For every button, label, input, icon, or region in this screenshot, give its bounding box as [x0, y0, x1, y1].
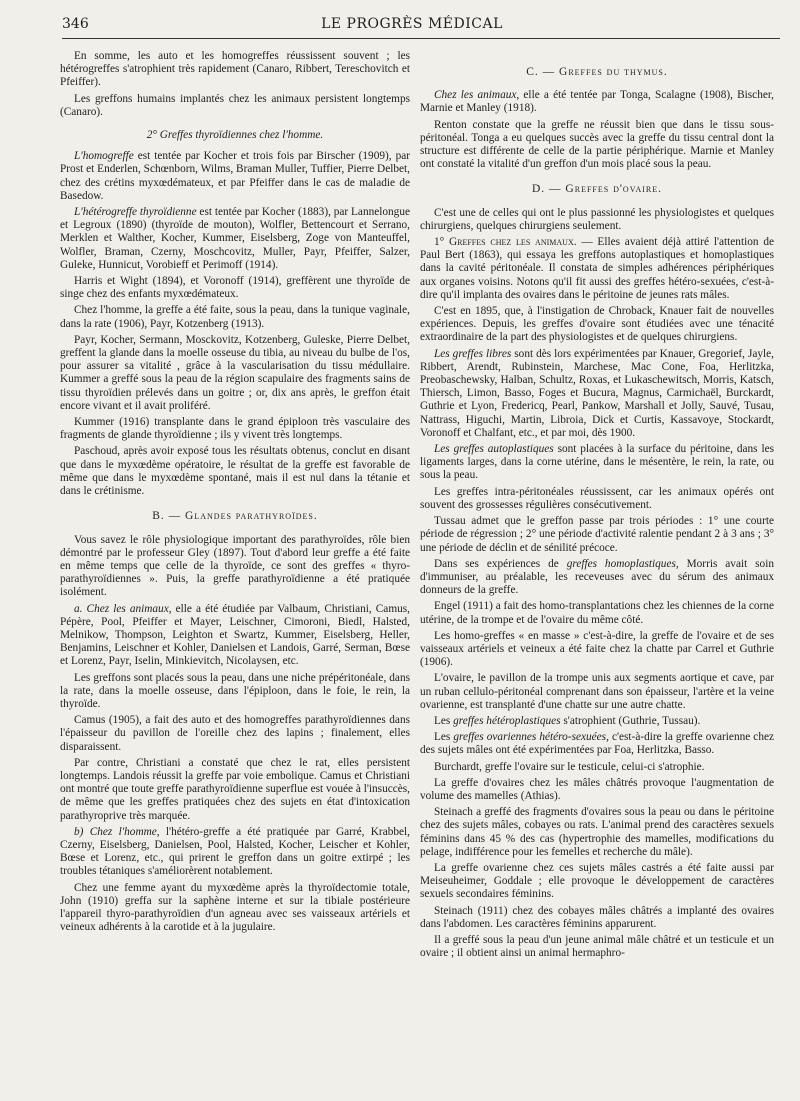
paragraph-text: Morris avait soin d'immuniser, au préalable, les receveuses avec du sérum des animaux donneurs de la greffe.	[420, 557, 774, 597]
paragraph	[420, 443, 774, 483]
paragraph-text: est tentée par Kocher (1883), par Lannelongue et Legroux (1890) (thyroïde de mouton), Wolfler, Bettencourt et Serrano, Merklen et Walther, Kocher, Kummer, Eiselsberg, Zoge von Manteuffel, Wolfler, Braman, Czerny, Moschcovitz, Muller, Payr, Pfeiffer, Salzer, Guleke, Hunnicut, Vorobieff et Perimoff (1914).	[60, 206, 410, 271]
paragraph: Camus (1905), a fait des auto et des homogreffes parathyroïdiennes dans l'épaisseur du pavillon de l'oreille chez des lapins ; finalement, elles disparaissent.	[60, 714, 410, 753]
paragraph: L'ovaire, le pavillon de la trompe unis aux segments aortique et cave, par un ruban cellulo-péritonéal comprenant dans son épaisseur, l'artère et la veine ovarienne, est transplanté d'une chatte sur une autre chatte.	[420, 672, 774, 711]
paragraph	[420, 89, 774, 115]
section-heading: D. — Greffes d'ovaire.	[532, 183, 662, 196]
lead-term: Les greffes autoplastiques	[434, 443, 554, 456]
lead-term: 1° Greffes chez les animaux.	[434, 236, 577, 249]
section-subheading: 2° Greffes thyroïdiennes chez l'homme.	[146, 129, 324, 142]
paragraph: Les greffes intra-péritonéales réussissent, car les animaux opérés ont souvent des grossesses régulières consécutivement.	[420, 485, 774, 511]
paragraph-text: l'hétéro-greffe a été pratiquée par Garré, Krabbel, Czerny, Eiselsberg, Danielsen, Pool, Halsted, Kocher, Leischer et Kohler, Bœse et Lorenz, etc., qui prirent le greffon dans un goitre extirpé ; les troubles tétaniques s'améliorèrent notablement.	[60, 825, 410, 878]
paragraph	[420, 348, 774, 440]
paragraph	[420, 731, 774, 757]
paragraph-text: elle a été étudiée par Valbaum, Christiani, Camus, Pépère, Pool, Pfeiffer et Mayer, Leischner, Cimoroni, Biedl, Halsted, Melnikow, Thompson, Leighton et Swartz, Kummer, Eiselsberg, Heller, Benjamins, Leischner et Kohler, Danielsen et Landois, Garré, Serman, Bœse et Lorenz, Payr, Iselin, Minkievitch, Nicolaysen, etc.	[60, 602, 410, 668]
page-header	[62, 14, 762, 38]
paragraph: Burchardt, greffe l'ovaire sur le testicule, celui-ci s'atrophie.	[434, 760, 705, 773]
section-heading: B. — Glandes parathyroïdes.	[152, 510, 318, 523]
paragraph-text: Dans ses expériences de	[434, 557, 567, 570]
header-rule	[62, 38, 780, 39]
paragraph: C'est une de celles qui ont le plus passionné les physiologistes et quelques chirurgiens, quelques chirurgiens seulement.	[420, 206, 774, 232]
lead-term: a. Chez les animaux,	[74, 602, 172, 615]
paragraph: Les greffons humains implantés chez les animaux persistent longtemps (Canaro).	[60, 92, 410, 118]
paragraph: Harris et Wight (1894), et Voronoff (1914), greffèrent une thyroïde de singe chez des enfants myxœdémateux.	[60, 275, 410, 301]
lead-term: Chez les animaux,	[434, 89, 520, 102]
lead-term: b) Chez l'homme,	[74, 825, 160, 838]
paragraph: Steinach (1911) chez des cobayes mâles châtrés a implanté des ovaires dans l'abdomen. Les caractères féminins apparurent.	[420, 904, 774, 930]
paragraph: Chez l'homme, la greffe a été faite, sous la peau, dans la tunique vaginale, dans la rate (1906), Payr, Kotzenberg (1913).	[60, 304, 410, 330]
paragraph-text: elle a été tentée par Tonga, Scalagne (1908), Bischer, Marnie et Manley (1918).	[420, 89, 774, 115]
paragraph-text: Les	[434, 731, 454, 744]
paragraph: Renton constate que la greffe ne réussit bien que dans le tissu sous-péritonéal. Tonga a eu quelques succès avec la greffe du tissu central dont la structure est différente de celle de la partie périphérique. Marnie et Manley ont constaté la vitalité d'un greffon d'un mois placé sous la peau.	[420, 118, 774, 171]
paragraph: Payr, Kocher, Sermann, Mosckovitz, Kotzenberg, Guleske, Pierre Delbet, greffent la glande dans la moelle osseuse du tibia, au niveau du bulbe de l'os, pour assurer sa vitalité , grâce à la vascularisation du tissu médullaire. Kummer a greffé sous la peau de la région scapulaire des fragments sains de tissu thyroïdien prélevés dans un goitre ; or, dix ans après, le greffon était encore vivant et il avait proliféré.	[60, 333, 410, 412]
paragraph: Les greffons sont placés sous la peau, dans une niche prépéritonéale, dans la rate, dans la moelle osseuse, dans l'épiploon, dans le foie, le rein, la thyroïde.	[60, 671, 410, 710]
lead-term: L'hétérogreffe thyroïdienne	[74, 206, 197, 219]
paragraph: C'est en 1895, que, à l'instigation de Chroback, Knauer fait de nouvelles expériences. Depuis, les greffes d'ovaire sont étudiées avec une ténacité extraordinaire de la part des physiologistes et de quelques chirurgiens.	[420, 305, 774, 344]
paragraph: Paschoud, après avoir exposé tous les résultats obtenus, conclut en disant que dans le myxœdème opératoire, le résultat de la greffe est favorable de même que dans le myxœdème spontané, mais il est nul dans la tétanie et dans le crétinisme.	[60, 445, 410, 498]
paragraph-text: est tentée par Kocher et trois fois par Birscher (1909), par Prost et Enderlen, Schœnborn, Wilms, Braman Muller, Tuffier, Pierre Delbet, chez des crétins myxœdémateux, et par Pfeiffer dans le cas de maladie de Basedow.	[60, 150, 410, 202]
paragraph: Engel (1911) a fait des homo-transplantations chez les chiennes de la corne utérine, de la trompe et de l'ovaire du même côté.	[420, 600, 774, 626]
paragraph-text: c'est-à-dire la greffe ovarienne chez des sujets mâles ont été expérimentées par Foa, Herlitzka, Basso.	[420, 731, 774, 757]
paragraph	[60, 826, 410, 879]
journal-title: LE PROGRÈS MÉDICAL	[321, 16, 503, 32]
paragraph	[60, 150, 410, 203]
paragraph	[420, 715, 774, 728]
paragraph: Kummer (1916) transplante dans le grand épiploon très vasculaire des fragments de glande thyroïdienne ; ils y vivent très longtemps.	[60, 416, 410, 442]
section-heading: C. — Greffes du thymus.	[526, 66, 668, 78]
paragraph: En somme, les auto et les homogreffes réussissent souvent ; les hétérogreffes s'atrophient très rapidement (Canaro, Ribbert, Tereschovitch et Pfeiffer).	[60, 50, 410, 89]
paragraph: Par contre, Christiani a constaté que chez le rat, elles persistent longtemps. Landois réussit la greffe par voie embolique. Camus et Christiani ont montré que toute greffe parathyroïdienne superflue est vouée à l'insuccès, de même que les greffes pratiquées chez des sujets en état d'intoxication parathyroprive très marquée.	[60, 756, 410, 822]
paragraph: La greffe d'ovaires chez les mâles châtrés provoque l'augmentation de volume des mamelles (Athias).	[420, 776, 774, 802]
lead-term: greffes hétéroplastiques	[453, 714, 561, 727]
lead-term: greffes ovariennes hétéro-sexuées,	[453, 731, 609, 744]
page-number: 346	[62, 16, 89, 32]
paragraph: Il a greffé sous la peau d'un jeune animal mâle châtré et un testicule et un ovaire ; il obtient ainsi un animal hermaphro-	[420, 933, 774, 960]
paragraph	[60, 603, 410, 669]
right-column	[420, 50, 774, 963]
paragraph: Tussau admet que le greffon passe par trois périodes : 1° une courte période de régression ; 2° une période d'activité ralentie pendant 2 à 3 ans ; 3° une période de déclin et de sénilité précoce.	[420, 515, 774, 554]
paragraph-text: sont dès lors expérimentées par Knauer, Gregorief, Jayle, Ribbert, Arendt, Rubinstein, Marchese, Mac Cone, Foa, Herlitzka, Preobaschewsky, Halban, Schultz, Roxas, et Lukaschewitsch, Morris, Katsch, Thiersch, Limon, Basso, Foges et Bucura, Magnus, Carmichaël, Burckardt, Guthrie et Lyon, Fredericq, Pearl, Pankow, Marshall et Jolly, Sauvé, Tusau, Nattrass, Higuchi, Martin, Libroia, Dick et Curtis, Kassavoye, Stockardt, Voronoff et Chalfant, etc., et par moi, dès 1900.	[420, 347, 774, 439]
paragraph: Les homo-greffes « en masse » c'est-à-dire, la greffe de l'ovaire et de ses vaisseaux artériels et veineux a été faite chez la chatte par Carrel et Guthrie (1906).	[420, 629, 774, 669]
lead-term: greffes homoplastiques,	[566, 557, 679, 570]
lead-term: L'homogreffe	[74, 150, 134, 163]
paragraph: La greffe ovarienne chez ces sujets mâles castrés a été faite aussi par Meiseuheimer, Goddale ; elle provoque le développement de caractères sexuels secondaires féminins.	[420, 861, 774, 901]
paragraph: Steinach a greffé des fragments d'ovaires sous la peau ou dans le péritoine chez des sujets mâles, cobayes ou rats. L'animal prend des caractères sexuels féminins dans 45 % des cas (hypertrophie des mamelles, modifications du pelage, indifférence pour les femelles et recherche du mâle).	[420, 806, 774, 858]
paragraph	[420, 236, 774, 302]
left-column	[60, 50, 410, 937]
paragraph	[60, 206, 410, 272]
paragraph: Vous savez le rôle physiologique important des parathyroïdes, rôle bien démontré par le professeur Gley (1897). Tout d'abord leur greffe a été faite en même temps que celle de la thyroïde, ce sont des greffes « thyro-parathyroïdiennes ». Puis, la greffe parathyroïdienne a été pratiquée isolément.	[60, 533, 410, 599]
paragraph-text: s'atrophient (Guthrie, Tussau).	[560, 714, 701, 727]
paragraph: Chez une femme ayant du myxœdème après la thyroïdectomie totale, John (1910) greffa sur la saphène interne et sur la tibiale postérieure l'appareil thyro-parathyroïdien d'un agneau avec ses vaisseaux artériels et veineux adhérents à la carotide et à la jugulaire.	[60, 881, 410, 934]
paragraph-text: sont placées à la surface du péritoine, dans les ligaments larges, dans la corne utérine, dans le mésentère, le rein, la rate, ou sous la peau.	[420, 443, 774, 482]
lead-term: Les greffes libres	[434, 347, 512, 360]
paragraph	[420, 558, 774, 598]
paragraph-text: Les	[434, 714, 454, 727]
paragraph-text: — Elles avaient déjà attiré l'attention de Paul Bert (1863), qui essaya les greffons autoplastiques et homoplastiques dans la cavité péritonéale. Il constata de simples adhérences périphériques aux organes voisins. Notons qu'il fit aussi des greffes hétéro-sexuées, c'est-à-dire qu'il implanta des ovaires dans le péritoine de jeunes rats mâles.	[420, 236, 774, 301]
